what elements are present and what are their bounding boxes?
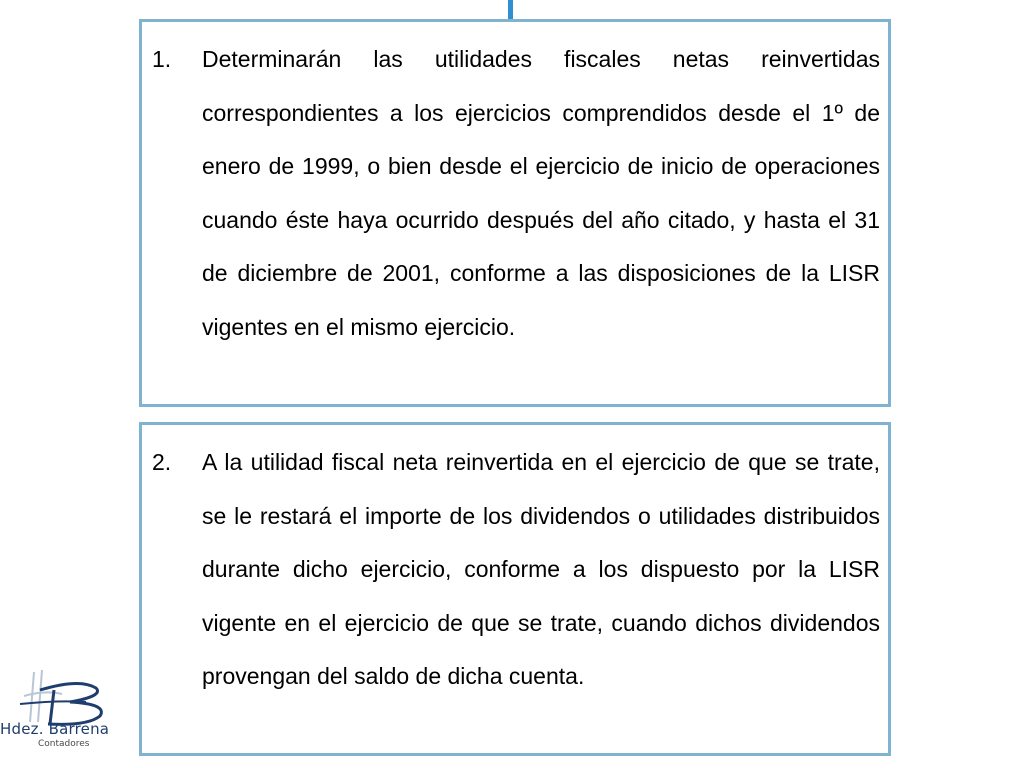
logo-name: Hdez. Barrena [0, 720, 110, 738]
item-text: Determinarán las utilidades fiscales netas reinvertidas correspondientes a los ejercicios comprendidos desde el 1º de enero de 1999, o bien desde el ejercicio de inicio de operaciones cuando éste haya ocurrido después del año citado, y hasta el 31 de diciembre de 2001, conforme a las disposiciones de la LISR vigentes en el mismo ejercicio. [202, 46, 880, 340]
connector-line [508, 0, 513, 20]
logo-subtitle: Contadores [38, 739, 90, 749]
list-item [150, 436, 880, 704]
company-logo [0, 660, 140, 760]
item-number: 2. [152, 449, 172, 475]
item-text: A la utilidad fiscal neta reinvertida en el ejercicio de que se trate, se le restará el importe de los dividendos o utilidades distribuidos durante dicho ejercicio, conforme a los dispuesto por la LISR vigente en el ejercicio de que se trate, cuando dichos dividendos provengan del saldo de dicha cuenta. [202, 449, 880, 690]
list-item [150, 33, 880, 355]
item-box-1 [139, 19, 891, 407]
item-number: 1. [152, 46, 172, 72]
item-box-2 [139, 422, 891, 756]
